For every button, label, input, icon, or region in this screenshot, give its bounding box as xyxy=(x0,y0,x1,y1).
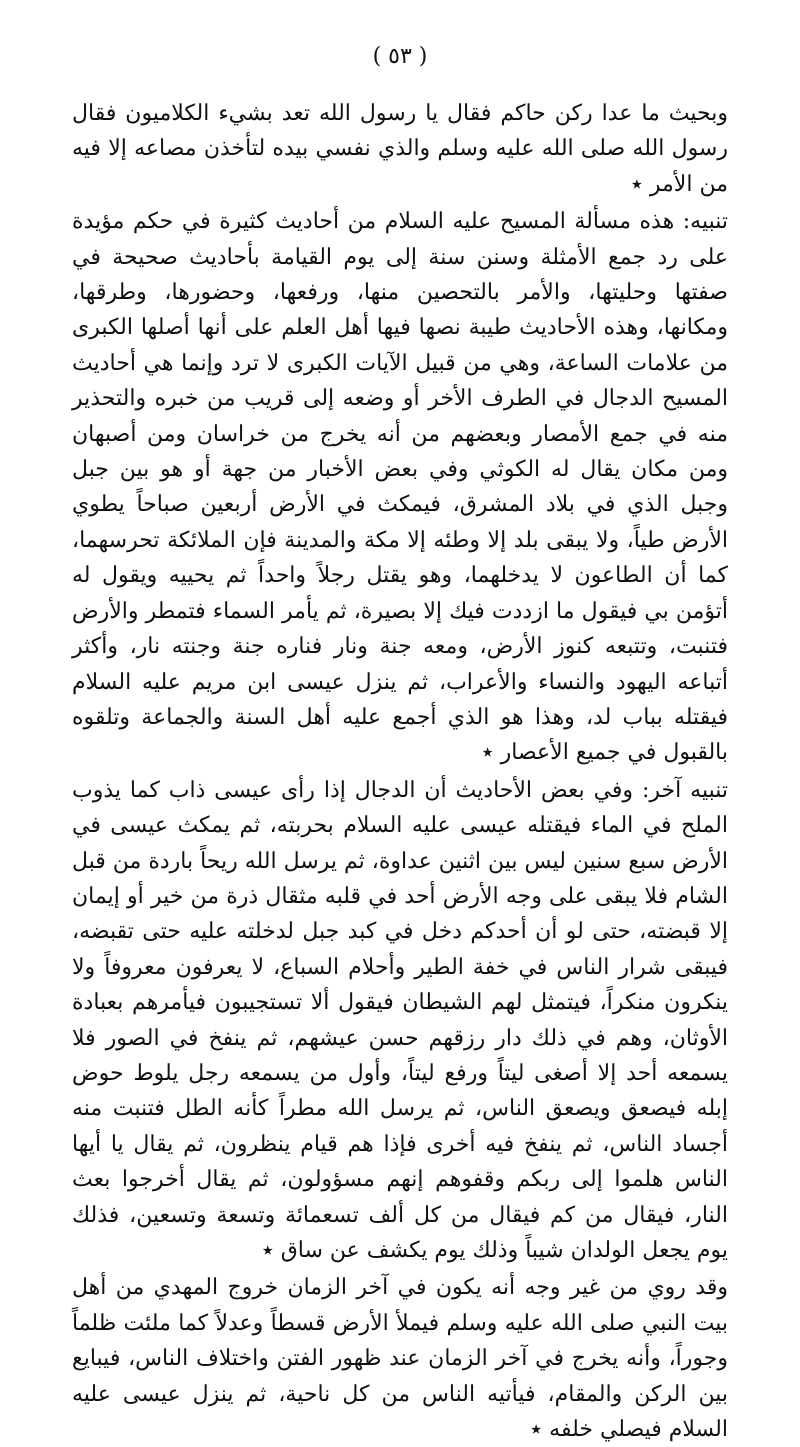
body-text xyxy=(72,96,728,1447)
paragraph-2: تنبيه: هذه مسألة المسيح عليه السلام من أحاديث كثيرة في حكم مؤيدة على رد جمع الأمثلة وسنن سنة إلى يوم القيامة بأحاديث صحيحة في صفتها وحليتها، والأمر بالتحصين منها، ورفعها، وحضورها، وطرقها، ومكانها، وهذه الأحاديث طيبة نصها فيها أهل العلم على أنها أصلها الكبرى من علامات الساعة، وهي من قبيل الآيات الكبرى لا ترد وإنما هي أحاديث المسيح الدجال في الطرف الأخر أو وضعه إلى قريب من خبره والتحذير منه في جمع الأمصار وبعضهم من أنه يخرج من خراسان ومن أصبهان ومن مكان يقال له الكوثي وفي بعض الأخبار من جهة أو هو بين جبل وجبل الذي في بلاد المشرق، فيمكث في الأرض أربعين صباحاً يطوي الأرض طياً، ولا يبقى بلد إلا وطئه إلا مكة والمدينة فإن الملائكة تحرسهما، كما أن الطاعون لا يدخلهما، وهو يقتل رجلاً واحداً ثم يحييه ويقول له أتؤمن بي فيقول ما ازددت فيك إلا بصيرة، ثم يأمر السماء فتمطر والأرض فتنبت، وتتبعه كنوز الأرض، ومعه جنة ونار فناره جنة وجنته نار، وأكثر أتباعه اليهود والنساء والأعراب، ثم ينزل عيسى ابن مريم عليه السلام فيقتله بباب لد، وهذا هو الذي أجمع عليه أهل السنة والجماعة وتلقوه بالقبول في جميع الأعصار ٭ xyxy=(72,209,728,766)
paragraph-3: تنبيه آخر: وفي بعض الأحاديث أن الدجال إذا رأى عيسى ذاب كما يذوب الملح في الماء فيقتله عيسى عليه السلام بحربته، ثم يمكث عيسى في الأرض سبع سنين ليس بين اثنين عداوة، ثم يرسل الله ريحاً باردة من قبل الشام فلا يبقى على وجه الأرض أحد في قلبه مثقال ذرة من خير أو إيمان إلا قبضته، حتى لو أن أحدكم دخل في كبد جبل لدخلته عليه حتى تقبضه، فيبقى شرار الناس في خفة الطير وأحلام السباع، لا يعرفون معروفاً ولا ينكرون منكراً، فيتمثل لهم الشيطان فيقول ألا تستجيبون فيأمرهم بعبادة الأوثان، وهم في ذلك دار رزقهم حسن عيشهم، ثم ينفخ في الصور فلا يسمعه أحد إلا أصغى ليتاً ورفع ليتاً، وأول من يسمعه رجل يلوط حوض إبله فيصعق ويصعق الناس، ثم يرسل الله مطراً كأنه الطل فتنبت منه أجساد الناس، ثم ينفخ فيه أخرى فإذا هم قيام ينظرون، ثم يقال يا أيها الناس هلموا إلى ربكم وقفوهم إنهم مسؤولون، ثم يقال أخرجوا بعث النار، فيقال من كم فيقال من كل ألف تسعمائة وتسعة وتسعين، فذلك يوم يجعل الولدان شيباً وذلك يوم يكشف عن ساق ٭ xyxy=(71,777,728,1263)
paragraph-1: وبحيث ما عدا ركن حاكم فقال يا رسول الله تعد بشيء الكلاميون فقال رسول الله صلى الله عليه وسلم والذي نفسي بيده لتأخذن مصاعه إلا فيه من الأمر ٭ xyxy=(72,101,728,197)
paragraph-4: وقد روي من غير وجه أنه يكون في آخر الزمان خروج المهدي من أهل بيت النبي صلى الله عليه وسلم فيملأ الأرض قسطاً وعدلاً كما ملئت ظلماً وجوراً، وأنه يخرج في آخر الزمان عند ظهور الفتن واختلاف الناس، فيبايع بين الركن والمقام، فيأتيه الناس من كل ناحية، ثم ينزل عيسى عليه السلام فيصلي خلفه ٭ xyxy=(72,1275,728,1443)
page-number: ( ٥٣ ) xyxy=(372,44,428,69)
